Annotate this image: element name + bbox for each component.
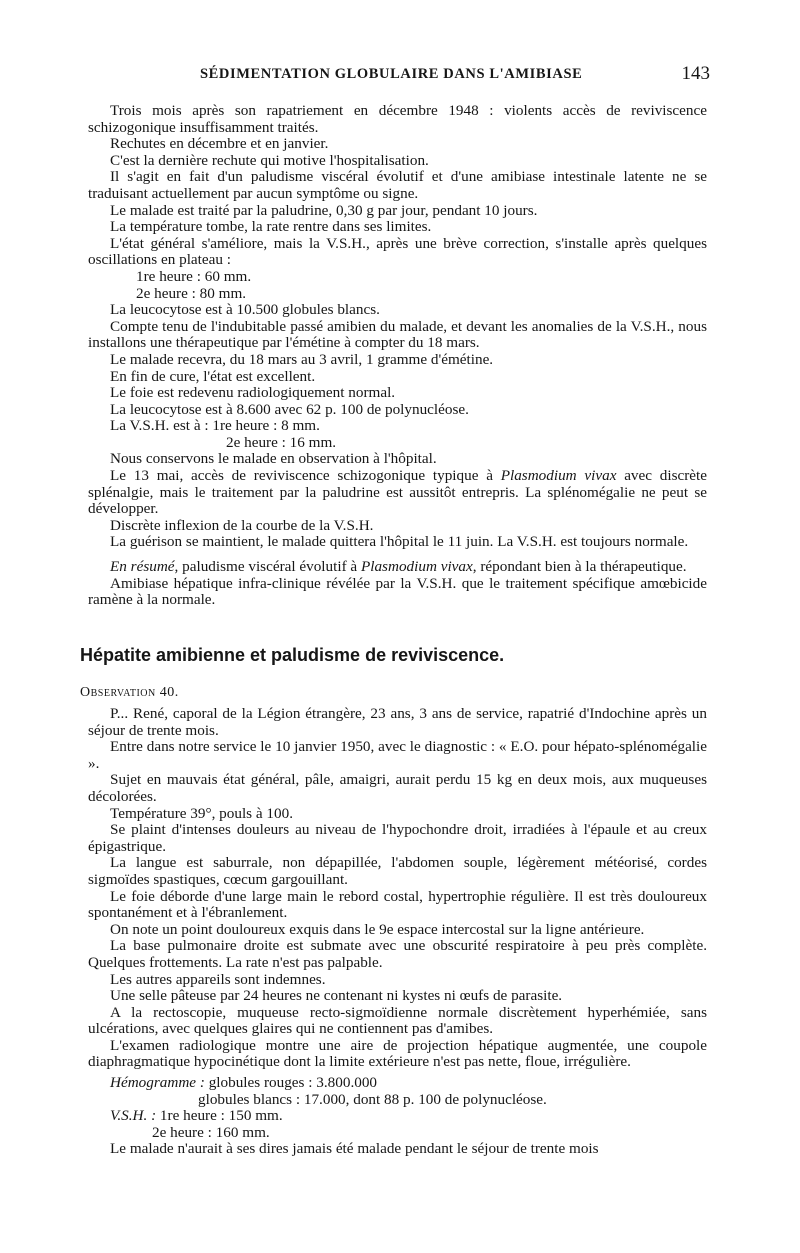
observation-label: Observation 40. [80,685,179,700]
paragraph: La base pulmonaire droite est submate avec une obscurité respiratoire à peu près complète. Quelques frottements. La rate n'est pas palpable. [88,937,707,971]
paragraph: La leucocytose est à 8.600 avec 62 p. 100 de polynucléose. [110,400,469,418]
paragraph: Compte tenu de l'indubitable passé amibien du malade, et devant les anomalies de la V.S.H., nous installons une thérapeutique par l'émétine à compter du 18 mars. [88,317,707,352]
paragraph: La langue est saburrale, non dépapillée, l'abdomen souple, légèrement météorisé, cordes sigmoïdes spastiques, cœcum gargouillant. [88,854,707,888]
paragraph: Le foie est redevenu radiologiquement normal. [110,384,396,402]
paragraph: Le 13 mai, accès de reviviscence schizogonique typique à Plasmodium vivax avec discrète splénalgie, mais le traitement par la paludrine est aussitôt entrepris. La splénomégalie ne peut se développer. [88,467,707,518]
paragraph: La guérison se maintient, le malade quittera l'hôpital le 11 juin. La V.S.H. est toujours normale. [110,533,689,551]
header-title: SÉDIMENTATION GLOBULAIRE DANS L'AMIBIASE [200,66,583,82]
paragraph: Le foie déborde d'une large main le rebord costal, hypertrophie régulière. Il est très douloureux spontanément et à l'ébranlement. [88,887,707,922]
paragraph: P... René, caporal de la Légion étrangère, 23 ans, 3 ans de service, rapatrié d'Indochine après un séjour de trente mois. [88,705,707,739]
paragraph: Entre dans notre service le 10 janvier 1950, avec le diagnostic : « E.O. pour hépato-splénomégalie ». [88,738,707,772]
section-heading: Hépatite amibienne et paludisme de reviviscence. [80,645,505,665]
paragraph: Amibiase hépatique infra-clinique révélée par la V.S.H. que le traitement spécifique amœbicide ramène à la normale. [88,574,707,609]
page-number: 143 [681,63,710,84]
paragraph: Trois mois après son rapatriement en décembre 1948 : violents accès de reviviscence schizogonique insuffisamment traités. [88,102,707,136]
paragraph: En fin de cure, l'état est excellent. [110,367,316,385]
paragraph: Température 39°, pouls à 100. [110,804,293,822]
hemogram-line: globules blancs : 17.000, dont 88 p. 100 de polynucléose. [198,1090,547,1108]
paragraph: On note un point douloureux exquis dans le 9e espace intercostal sur la ligne antérieure. [110,920,645,938]
paragraph: Rechutes en décembre et en janvier. [110,135,329,153]
paragraph: Il s'agit en fait d'un paludisme viscéral évolutif et d'une amibiase intestinale latente ne se traduisant actuellement par aucun symptôme ou signe. [88,168,707,202]
paragraph: La leucocytose est à 10.500 globules blancs. [110,301,380,319]
paragraph: Se plaint d'intenses douleurs au niveau de l'hypochondre droit, irradiées à l'épaule et au creux épigastrique. [88,821,707,855]
paragraph: Nous conservons le malade en observation à l'hôpital. [110,450,437,468]
paragraph: Une selle pâteuse par 24 heures ne contenant ni kystes ni œufs de parasite. [110,987,563,1005]
observation-40-text [88,706,707,1158]
paragraph: L'état général s'améliore, mais la V.S.H., après une brève correction, s'installe après quelques oscillations en plateau : [88,234,707,269]
vsh-line: V.S.H. : 1re heure : 150 mm. [110,1107,283,1125]
paragraph: Le malade recevra, du 18 mars au 3 avril, 1 gramme d'émétine. [110,350,494,368]
summary-paragraph: En résumé, paludisme viscéral évolutif à Plasmodium vivax, répondant bien à la thérapeutique. [110,558,687,576]
case-continuation [88,103,707,609]
paragraph: Le malade n'aurait à ses dires jamais été malade pendant le séjour de trente mois [110,1140,599,1158]
vsh-value: 2e heure : 16 mm. [226,433,337,451]
paragraph: L'examen radiologique montre une aire de projection hépatique augmentée, une coupole diaphragmatique hypocinétique dont la limite extérieure n'est pas nette, floue, irrégulière. [88,1036,707,1071]
vsh-value: 2e heure : 80 mm. [136,284,247,302]
paragraph: C'est la dernière rechute qui motive l'hospitalisation. [110,151,429,169]
vsh-value: 1re heure : 60 mm. [136,267,252,285]
paragraph: Sujet en mauvais état général, pâle, amaigri, aurait perdu 15 kg en deux mois, aux muqueuses décolorées. [88,771,707,805]
paragraph: Les autres appareils sont indemnes. [110,970,326,988]
vsh-line: 2e heure : 160 mm. [152,1123,270,1141]
paragraph: Le malade est traité par la paludrine, 0,30 g par jour, pendant 10 jours. [110,201,538,219]
paragraph: A la rectoscopie, muqueuse recto-sigmoïdienne normale discrètement hyperhémiée, sans ulcérations, avec quelques glaires qui ne contiennent pas d'amibes. [88,1003,707,1038]
hemogram-line: Hémogramme : globules rouges : 3.800.000 [110,1074,378,1092]
paragraph: La température tombe, la rate rentre dans ses limites. [110,218,432,236]
paragraph: Discrète inflexion de la courbe de la V.S.H. [110,516,374,534]
running-header [200,63,710,84]
paragraph: La V.S.H. est à : 1re heure : 8 mm. [110,417,320,435]
